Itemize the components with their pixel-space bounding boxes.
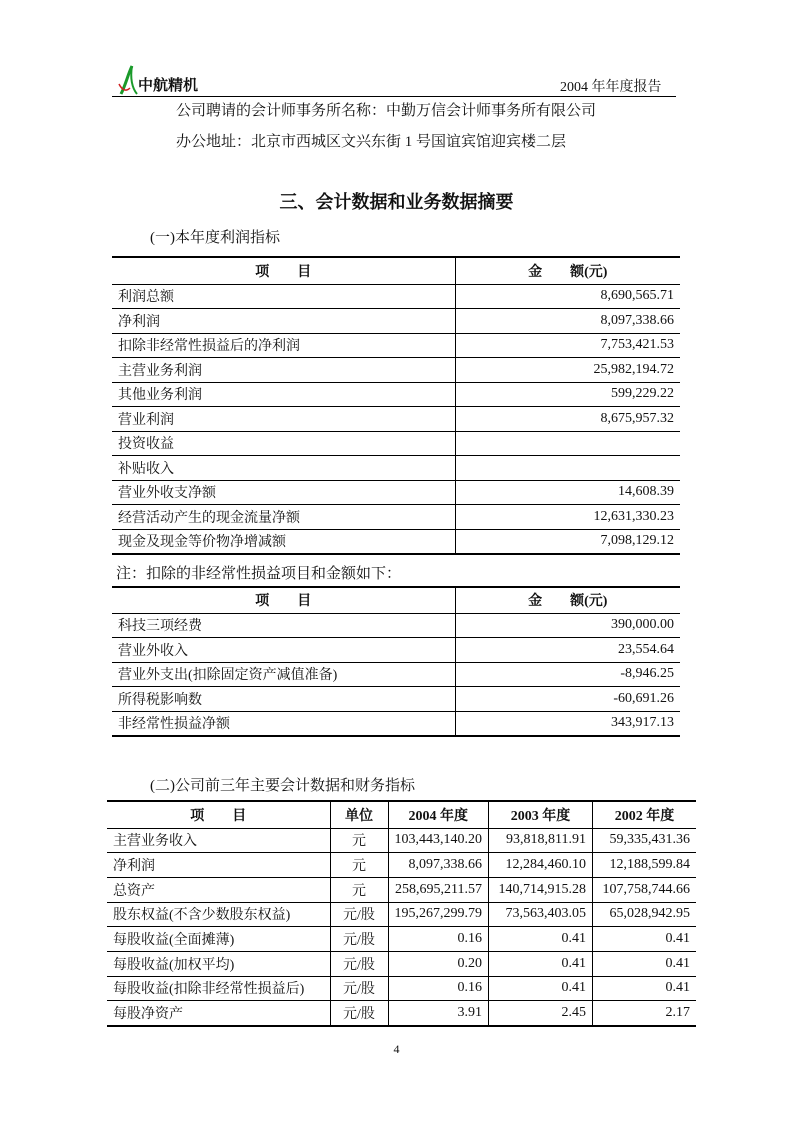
row-label: 净利润 [112,309,455,334]
three-year-subtitle: (二)公司前三年主要会计数据和财务指标 [150,778,415,794]
table-row [112,613,680,638]
row-label: 营业外收支净额 [112,480,455,505]
header-amount: 金 额(元) [455,257,680,284]
auditor-name: 公司聘请的会计师事务所名称：中勤万信会计师事务所有限公司 [176,103,597,119]
row-label: 科技三项经费 [112,613,455,638]
header-item: 项 目 [112,587,455,613]
row-value: 12,188,599.84 [593,853,697,878]
row-label: 每股收益(加权平均) [107,951,330,976]
report-title: 2004 年年度报告 [560,80,662,95]
table-row [112,662,680,687]
section-title: 三、会计数据和业务数据摘要 [279,192,514,213]
row-value: 12,631,330.23 [455,505,680,530]
office-address: 办公地址：北京市西城区文兴东街 1 号国谊宾馆迎宾楼二层 [176,134,567,150]
row-label: 主营业务收入 [107,828,330,853]
row-value: 0.16 [388,927,489,952]
header-2004: 2004 年度 [388,801,489,828]
row-value: 元/股 [330,976,388,1001]
row-value: 8,097,338.66 [455,309,680,334]
row-value: -8,946.25 [455,662,680,687]
row-value: 0.16 [388,976,489,1001]
row-value: 0.41 [593,951,697,976]
table-row [112,284,680,309]
row-label: 现金及现金等价物净增减额 [112,529,455,554]
row-value: 258,695,211.57 [388,877,489,902]
header-divider [112,96,676,97]
row-value: 0.41 [489,951,593,976]
table-row [112,333,680,358]
three-year-table [107,800,696,1027]
row-label: 所得税影响数 [112,687,455,712]
table-row [107,877,696,902]
row-value: 元/股 [330,902,388,927]
row-value: 3.91 [388,1001,489,1026]
table-row [112,505,680,530]
row-label: 非经常性损益净额 [112,711,455,736]
row-label: 每股净资产 [107,1001,330,1026]
row-value: 195,267,299.79 [388,902,489,927]
row-value: 343,917.13 [455,711,680,736]
row-label: 扣除非经常性损益后的净利润 [112,333,455,358]
row-label: 总资产 [107,877,330,902]
table-row [107,1001,696,1026]
table-row [107,976,696,1001]
header-2002: 2002 年度 [593,801,697,828]
row-label: 主营业务利润 [112,358,455,383]
row-label: 净利润 [107,853,330,878]
row-value: 2.45 [489,1001,593,1026]
row-value: 12,284,460.10 [489,853,593,878]
company-logo [118,64,138,96]
table-row [112,529,680,554]
row-value: 0.41 [489,976,593,1001]
row-value: -60,691.26 [455,687,680,712]
row-value: 0.41 [593,927,697,952]
table-row [107,828,696,853]
row-label: 其他业务利润 [112,382,455,407]
profit-subtitle: (一)本年度利润指标 [150,230,280,246]
row-value: 0.41 [489,927,593,952]
row-value: 65,028,942.95 [593,902,697,927]
row-value: 599,229.22 [455,382,680,407]
row-value: 14,608.39 [455,480,680,505]
table-row [112,687,680,712]
header-unit: 单位 [330,801,388,828]
row-value: 元 [330,877,388,902]
header-2003: 2003 年度 [489,801,593,828]
logo-text: 中航精机 [138,76,199,94]
table-row [107,927,696,952]
row-value: 93,818,811.91 [489,828,593,853]
table-row [112,638,680,663]
table-row [112,407,680,432]
table-header-row [112,257,680,284]
row-value: 元 [330,828,388,853]
table-row [112,456,680,481]
row-value: 59,335,431.36 [593,828,697,853]
row-value: 元/股 [330,927,388,952]
row-value: 23,554.64 [455,638,680,663]
row-label: 营业外支出(扣除固定资产减值准备) [112,662,455,687]
row-label: 补贴收入 [112,456,455,481]
row-value: 8,690,565.71 [455,284,680,309]
table-row [112,382,680,407]
table-header-row [107,801,696,828]
row-value: 390,000.00 [455,613,680,638]
row-value: 103,443,140.20 [388,828,489,853]
table-row [112,480,680,505]
row-value: 元 [330,853,388,878]
nonrecurring-table [112,586,680,737]
row-value: 2.17 [593,1001,697,1026]
table-row [112,309,680,334]
row-value: 107,758,744.66 [593,877,697,902]
table-row [107,951,696,976]
row-value: 73,563,403.05 [489,902,593,927]
table-row [112,358,680,383]
row-label: 投资收益 [112,431,455,456]
row-value: 8,675,957.32 [455,407,680,432]
table-row [107,902,696,927]
table-header-row [112,587,680,613]
row-label: 每股收益(全面摊薄) [107,927,330,952]
row-label: 每股收益(扣除非经常性损益后) [107,976,330,1001]
row-label: 股东权益(不含少数股东权益) [107,902,330,927]
row-value: 7,753,421.53 [455,333,680,358]
table-row [112,711,680,736]
header-item: 项 目 [112,257,455,284]
row-value: 7,098,129.12 [455,529,680,554]
header-item: 项 目 [107,801,330,828]
profit-table [112,256,680,555]
row-value: 元/股 [330,951,388,976]
table-row [107,853,696,878]
nonrecurring-note: 注：扣除的非经常性损益项目和金额如下： [116,566,402,582]
row-value: 140,714,915.28 [489,877,593,902]
row-value: 25,982,194.72 [455,358,680,383]
header-amount: 金 额(元) [455,587,680,613]
row-value: 0.41 [593,976,697,1001]
row-label: 利润总额 [112,284,455,309]
table-row [112,431,680,456]
row-label: 营业利润 [112,407,455,432]
row-value: 8,097,338.66 [388,853,489,878]
row-label: 经营活动产生的现金流量净额 [112,505,455,530]
row-value [455,456,680,481]
page-number: 4 [393,1042,400,1056]
row-value: 元/股 [330,1001,388,1026]
row-value: 0.20 [388,951,489,976]
row-label: 营业外收入 [112,638,455,663]
row-value [455,431,680,456]
